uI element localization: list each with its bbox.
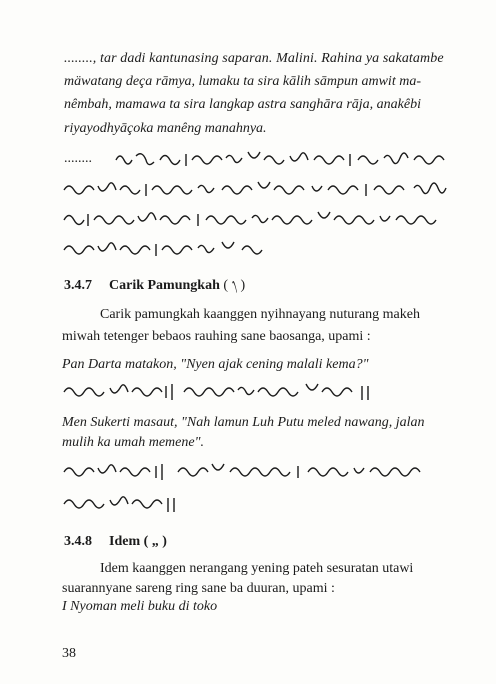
section-heading-3-4-7 (64, 275, 245, 300)
paragraph-3-4-7-line-2: miwah tetenger bebaos rauhing sane baosanga, upami : (62, 329, 371, 344)
section-title: Carik Pamungkah (109, 278, 220, 293)
example-2-line-2: mulih ka umah memene". (62, 435, 204, 450)
paragraph-3-4-8-line-2: suarannyane sareng ring sane ba duuran, upami : (62, 581, 335, 596)
section-mark: ( „ ) (143, 534, 167, 549)
intro-line-1: ........, tar dadi kantunasing saparan. Malini. Rahina ya sakatambe (64, 51, 444, 66)
paragraph-3-4-8-line-1: Idem kaanggen nerangang yening pateh sesuratan utawi (100, 561, 414, 576)
balinese-script-line-1 (114, 146, 454, 172)
script-lead-dots: ........ (64, 151, 92, 166)
intro-line-4: riyayodhyāçoka manêng manahnya. (64, 121, 267, 136)
balinese-script-example-2-line-2 (62, 490, 212, 516)
intro-line-2: mäwatang deça rāmya, lumaku ta sira kālih sāmpun amwit ma- (64, 74, 421, 89)
example-2-line-1: Men Sukerti masaut, "Nah lamun Luh Putu meled nawang, jalan (62, 415, 425, 430)
paragraph-3-4-7-line-1: Carik pamungkah kaanggen nyihnayang nuturang makeh (100, 307, 420, 322)
section-title: Idem (109, 534, 141, 549)
balinese-script-example-1 (62, 378, 412, 404)
page-number: 38 (62, 646, 76, 661)
balinese-script-line-4 (62, 236, 282, 262)
example-3: I Nyoman meli buku di toko (62, 599, 218, 614)
balinese-script-line-3 (62, 206, 454, 232)
section-number: 3.4.7 (64, 278, 92, 293)
intro-line-3: nêmbah, mamawa ta sira langkap astra sanghāra rāja, anakêbi (64, 97, 421, 112)
example-1: Pan Darta matakon, "Nyen ajak cening malali kema?" (62, 357, 369, 372)
balinese-script-line-2 (62, 176, 454, 202)
section-heading-3-4-8 (64, 534, 167, 550)
section-number: 3.4.8 (64, 534, 92, 549)
section-mark: ( ᭞ ) (223, 278, 246, 293)
balinese-script-example-2-line-1 (62, 458, 454, 484)
